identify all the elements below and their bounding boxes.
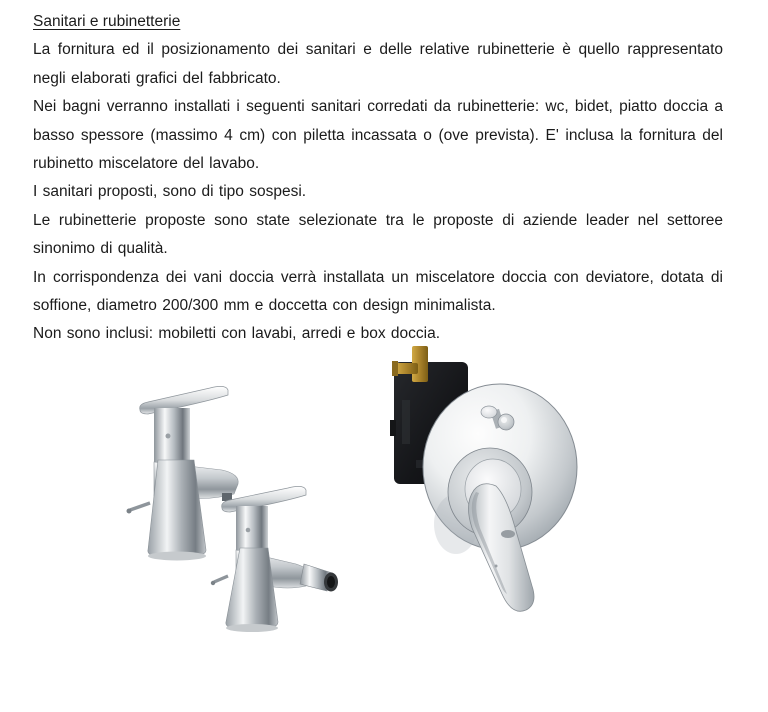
bidet-popup-knob <box>211 581 215 585</box>
basin-popup-knob <box>127 509 132 514</box>
figure-basin-bidet-mixers-photo <box>112 378 350 634</box>
paragraph-rubinetterie-selezione: Le rubinetterie proposte sono state selezionate tra le proposte di aziende leader nel settoree sinonimo di qualità. <box>33 211 723 258</box>
paragraph-sanitari-sospesi: I sanitari proposti, sono di tipo sospesi. <box>33 183 307 201</box>
page-title: Sanitari e rubinetterie <box>33 13 181 30</box>
bidet-mixer-illustration <box>211 486 338 632</box>
paragraph-non-inclusi: Non sono inclusi: mobiletti con lavabi, arredi e box doccia. <box>33 325 441 343</box>
document-text-block <box>33 8 723 349</box>
basin-popup-rod <box>130 503 150 510</box>
bidet-temp-dot <box>246 528 251 533</box>
figure-shower-mixer-photo <box>390 342 675 647</box>
basin-mixer-illustration <box>127 386 239 560</box>
paragraph-miscelatore-doccia: In corrispondenza dei vani doccia verrà installata un miscelatore doccia con deviatore, dotata di soffione, diametro 200/300 mm e doccetta con design minimalista. <box>33 268 723 315</box>
bidet-base <box>226 624 278 632</box>
basin-base <box>148 552 206 561</box>
bidet-cartridge-neck <box>236 506 268 550</box>
paragraph-fornitura: La fornitura ed il posizionamento dei sanitari e delle relative rubinetterie è quello rappresentato negli elaborati grafici del fabbricato. <box>33 41 723 87</box>
bidet-popup-rod <box>214 576 228 582</box>
bidet-aerator-mesh <box>327 576 335 588</box>
basin-temp-dot <box>166 434 171 439</box>
basin-cartridge-neck <box>154 408 190 462</box>
paragraph-bagni-sanitari: Nei bagni verranno installati i seguenti sanitari corredati da rubinetterie: wc, bidet, piatto doccia a basso spessore (massimo 4 cm) con piletta incassata o (ove prevista). E' inclusa la fornitura del rubinetto miscelatore del lavabo. <box>33 98 723 173</box>
brand-logo-mark <box>501 530 515 538</box>
lever-dot <box>495 565 498 568</box>
